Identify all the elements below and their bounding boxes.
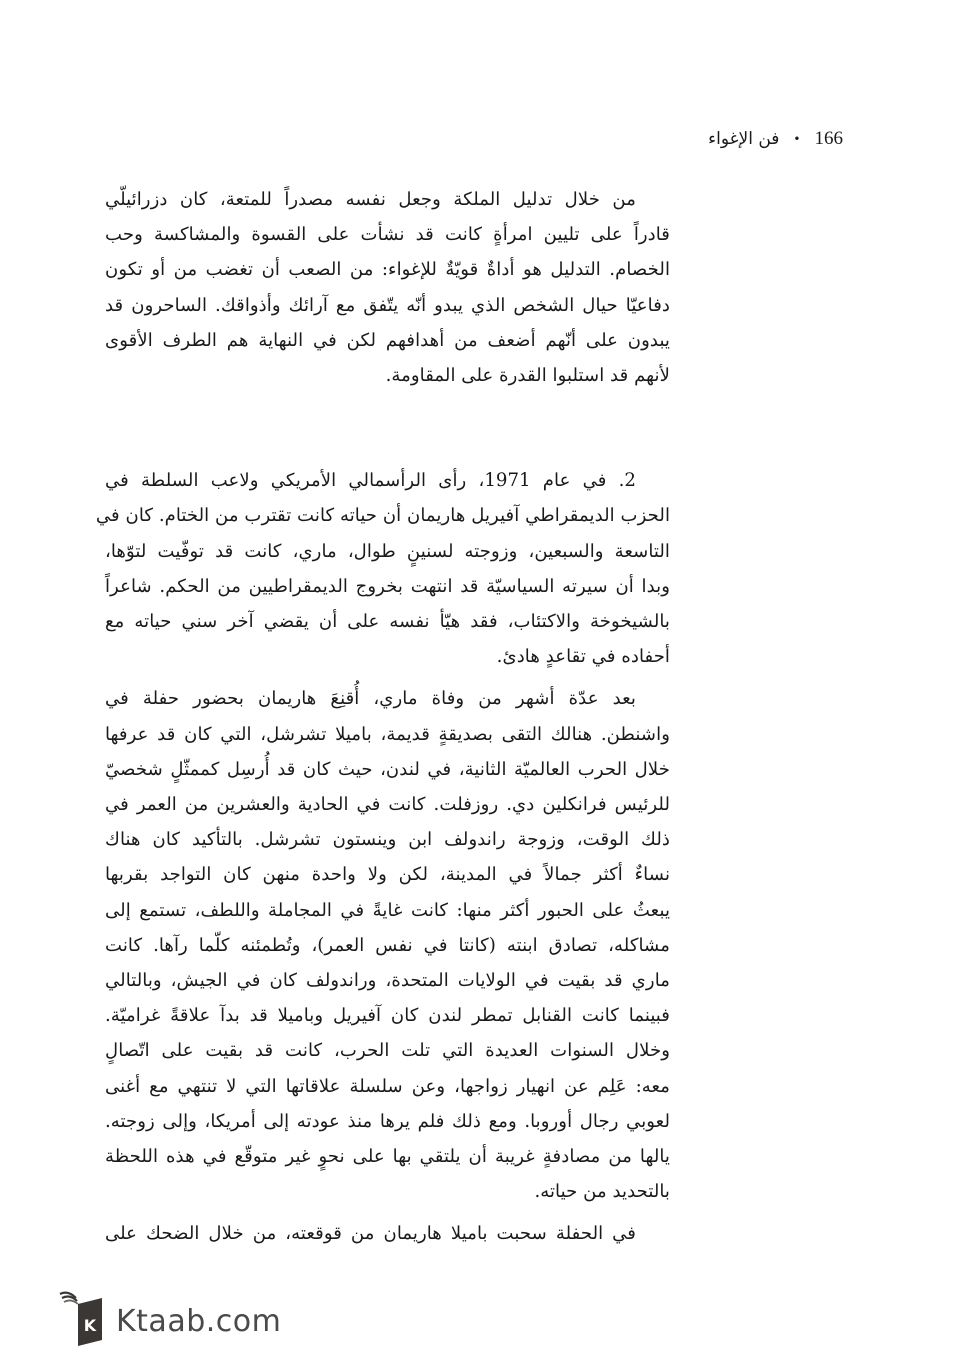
text-line: أحفاده في تقاعدٍ هادئ. bbox=[496, 646, 670, 668]
paragraph-gap bbox=[105, 674, 670, 681]
paragraph-2 bbox=[95, 463, 670, 674]
text-line: معه: عَلِم عن انهيار زواجها، وعن سلسلة علاقاتها التي لا تنتهي مع أغنى bbox=[105, 1075, 670, 1097]
text-line: بعد عدّة أشهر من وفاة ماري، أُقنِعَ هاريمان بحضور حفلة في bbox=[105, 688, 636, 710]
text-line: وبدا أن سيرته السياسيّة قد انتهت بخروج الديمقراطيين من الحكم. شاعراً bbox=[105, 575, 670, 597]
text-line: فبينما كانت القنابل تمطر لندن كان آفيريل وباميلا قد بدآ علاقةً غراميّة. bbox=[105, 1005, 670, 1027]
text-line: الحزب الديمقراطي آفيريل هاريمان أن حياته كانت تقترب من الختام. كان في bbox=[95, 505, 670, 527]
text-line: التاسعة والسبعين، وزوجته لسنينٍ طوال، ماري، كانت قد توفّيت لتوّها، bbox=[105, 540, 670, 562]
ktaab-logo[interactable] bbox=[58, 1288, 281, 1348]
text-line: نساءٌ أكثر جمالاً في المدينة، لكن ولا واحدة منهن كان التواجد بقربها bbox=[105, 864, 670, 886]
text-line: ماري قد بقيت في الولايات المتحدة، وراندولف كان في الجيش، وبالتالي bbox=[105, 970, 670, 992]
running-header bbox=[708, 128, 843, 150]
text-line: لعوبي رجال أوروبا. ومع ذلك فلم يرها منذ عودته إلى أمريكا، وإلى زوجته. bbox=[105, 1110, 670, 1132]
text-line: الخصام. التدليل هو أداةٌ قويّةٌ للإغواء: من الصعب أن تغضب من أو تكون bbox=[105, 259, 670, 281]
book-title: فن الإغواء bbox=[708, 129, 780, 149]
text-line: ذلك الوقت، وزوجة راندولف ابن وينستون تشرشل. بالتأكيد كان هناك bbox=[105, 829, 670, 851]
paragraph-gap bbox=[105, 1209, 670, 1216]
text-line: 2. في عام 1971، رأى الرأسمالي الأمريكي ولاعب السلطة في bbox=[105, 470, 636, 492]
header-separator: • bbox=[793, 132, 801, 146]
svg-text:K: K bbox=[83, 1316, 97, 1335]
paragraph-1 bbox=[105, 182, 670, 393]
text-line: مشاكله، تصادق ابنته (كانتا في نفس العمر)، وتُطمئنه كلّما رآها. كانت bbox=[105, 934, 670, 956]
paragraph-4 bbox=[105, 1216, 670, 1251]
text-line: بالشيخوخة والاكتئاب، فقد هيّأ نفسه على أن يقضي آخر سني حياته مع bbox=[105, 611, 670, 633]
book-icon bbox=[58, 1288, 104, 1348]
text-line: واشنطن. هنالك التقى بصديقةٍ قديمة، باميلا تشرشل، التي كان قد عرفها bbox=[105, 723, 670, 745]
page-number: 166 bbox=[814, 128, 843, 149]
paragraph-3 bbox=[105, 681, 670, 1209]
text-line: يالها من مصادفةٍ غريبة أن يلتقي بها على نحوٍ غير متوقّع في هذه اللحظة bbox=[105, 1146, 670, 1168]
text-line: في الحفلة سحبت باميلا هاريمان من قوقعته، من خلال الضحك على bbox=[105, 1223, 636, 1245]
text-line: دفاعيّا حيال الشخص الذي يبدو أنّه يتّفق مع آرائك وأذواقك. الساحرون قد bbox=[105, 294, 670, 316]
text-line: لأنهم قد استلبوا القدرة على المقاومة. bbox=[385, 365, 670, 387]
text-line: للرئيس فرانكلين دي. روزفلت. كانت في الحادية والعشرين من العمر في bbox=[105, 794, 670, 816]
text-line: من خلال تدليل الملكة وجعل نفسه مصدراً للمتعة، كان دزرائيلّي bbox=[105, 189, 636, 210]
text-line: قادراً على تليين امرأةٍ كانت قد نشأت على القسوة والمشاكسة وحب bbox=[105, 224, 670, 246]
text-line: يبدون على أنّهم أضعف من أهدافهم لكن في النهاية هم الطرف الأقوى bbox=[105, 329, 670, 351]
section-gap bbox=[105, 393, 670, 463]
logo-text: Ktaab.com bbox=[116, 1303, 282, 1339]
text-line: خلال الحرب العالميّة الثانية، في لندن، حيث كان قد أُرسِل كممثّلٍ شخصيّ bbox=[105, 758, 670, 780]
text-line: يبعثُ على الحبور أكثر منها: كانت غايةً في المجاملة واللطف، تستمع إلى bbox=[105, 899, 670, 921]
text-line: وخلال السنوات العديدة التي تلت الحرب، كانت قد بقيت على اتّصالٍ bbox=[105, 1040, 670, 1062]
body-text bbox=[95, 182, 670, 1252]
text-line: بالتحديد من حياته. bbox=[534, 1181, 670, 1203]
